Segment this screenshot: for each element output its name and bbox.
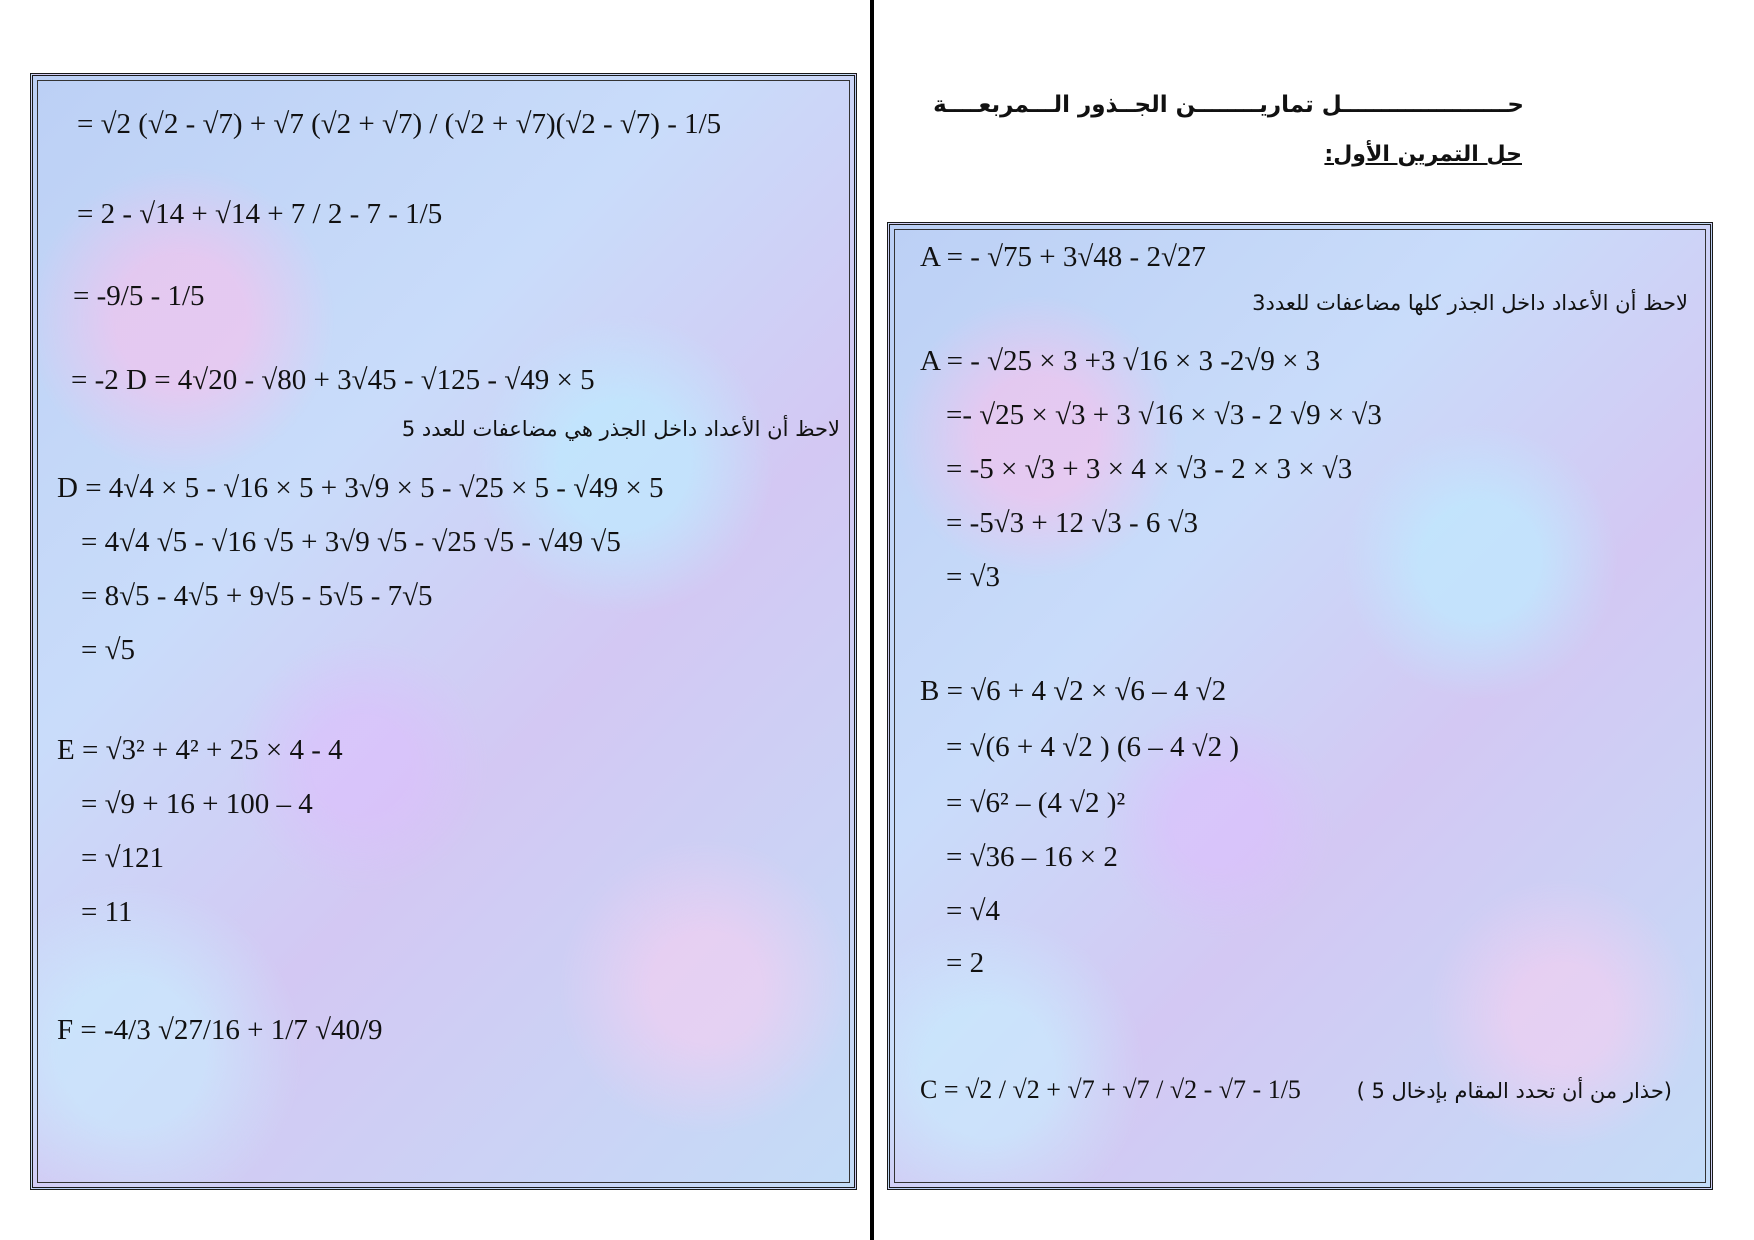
left-line-1: = √2 (√2 - √7) + √7 (√2 + √7) / (√2 + √7)(√2 - √7) - 1/5 bbox=[77, 108, 722, 140]
left-line-4: = -2 D = 4√20 - √80 + 3√45 - √125 - √49 × 5 bbox=[71, 364, 595, 396]
right-line-12: = 2 bbox=[946, 947, 985, 979]
right-line-1: A = - √75 + 3√48 - 2√27 bbox=[920, 241, 1206, 273]
right-line-7: B = √6 + 4 √2 × √6 – 4 √2 bbox=[920, 675, 1227, 707]
right-line-13: C = √2 / √2 + √7 + √7 / √2 - √7 - 1/5 bbox=[920, 1075, 1301, 1104]
center-divider bbox=[870, 0, 874, 1240]
right-line-2: A = - √25 × 3 +3 √16 × 3 -2√9 × 3 bbox=[920, 345, 1321, 377]
left-line-9: E = √3² + 4² + 25 × 4 - 4 bbox=[57, 734, 343, 766]
left-line-13: F = -4/3 √27/16 + 1/7 √40/9 bbox=[57, 1014, 383, 1046]
left-line-2: = 2 - √14 + √14 + 7 / 2 - 7 - 1/5 bbox=[77, 198, 443, 230]
right-note-2: (حذار من أن تحدد المقام بإدخال 5 ) bbox=[1356, 1079, 1672, 1103]
exercise-subtitle: حل التمرين الأول: bbox=[1324, 142, 1522, 167]
right-note-1: لاحظ أن الأعداد داخل الجذر كلها مضاعفات للعدد3 bbox=[1252, 291, 1688, 315]
right-line-3: =- √25 × √3 + 3 √16 × √3 - 2 √9 × √3 bbox=[946, 399, 1382, 431]
left-line-7: = 8√5 - 4√5 + 9√5 - 5√5 - 7√5 bbox=[81, 580, 433, 612]
left-panel bbox=[30, 73, 857, 1190]
left-line-10: = √9 + 16 + 100 – 4 bbox=[81, 788, 313, 820]
right-line-8: = √(6 + 4 √2 ) (6 – 4 √2 ) bbox=[946, 731, 1240, 763]
right-line-11: = √4 bbox=[946, 895, 1001, 927]
left-note-1: لاحظ أن الأعداد داخل الجذر هي مضاعفات للعدد 5 bbox=[401, 417, 840, 441]
right-line-10: = √36 – 16 × 2 bbox=[946, 841, 1118, 873]
left-line-12: = 11 bbox=[81, 896, 133, 928]
left-line-6: = 4√4 √5 - √16 √5 + 3√9 √5 - √25 √5 - √49 √5 bbox=[81, 526, 621, 558]
right-line-5: = -5√3 + 12 √3 - 6 √3 bbox=[946, 507, 1199, 539]
right-line-9: = √6² – (4 √2 )² bbox=[946, 787, 1126, 819]
left-line-11: = √121 bbox=[81, 842, 165, 874]
left-line-5: D = 4√4 × 5 - √16 × 5 + 3√9 × 5 - √25 × 5 - √49 × 5 bbox=[57, 472, 664, 504]
right-panel bbox=[887, 222, 1713, 1190]
left-line-8: = √5 bbox=[81, 634, 136, 666]
right-line-6: = √3 bbox=[946, 561, 1001, 593]
right-line-4: = -5 × √3 + 3 × 4 × √3 - 2 × 3 × √3 bbox=[946, 453, 1353, 485]
left-line-3: = -9/5 - 1/5 bbox=[73, 280, 205, 312]
page-title: حـــــــــــــــــــــل تماريــــــــن الجــذور الـــمربعــــة bbox=[933, 92, 1524, 118]
